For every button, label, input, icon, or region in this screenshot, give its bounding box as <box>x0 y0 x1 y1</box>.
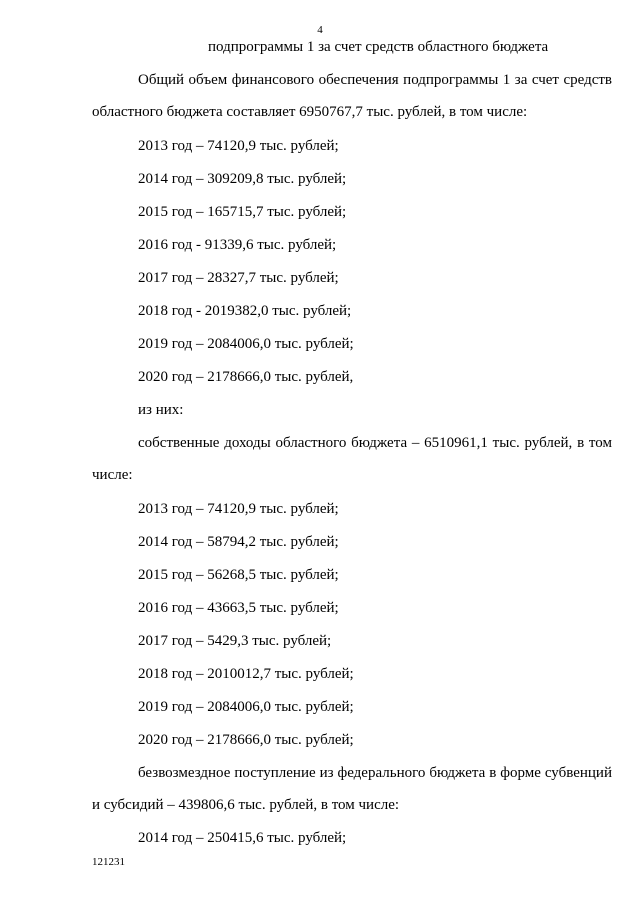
own-revenues-line-2: числе: <box>92 467 133 483</box>
total-financing-line-1: Общий объем финансового обеспечения подпрограммы 1 за счет средств <box>138 72 612 88</box>
own-revenues-line-1: собственные доходы областного бюджета – 6510961,1 тыс. рублей, в том <box>138 435 612 451</box>
total-year-2013: 2013 год – 74120,9 тыс. рублей; <box>138 138 339 154</box>
own-year-2013: 2013 год – 74120,9 тыс. рублей; <box>138 501 339 517</box>
total-year-2016: 2016 год - 91339,6 тыс. рублей; <box>138 237 337 253</box>
total-year-2014: 2014 год – 309209,8 тыс. рублей; <box>138 171 347 187</box>
total-year-2017: 2017 год – 28327,7 тыс. рублей; <box>138 270 339 286</box>
own-year-2018: 2018 год – 2010012,7 тыс. рублей; <box>138 666 354 682</box>
own-year-2016: 2016 год – 43663,5 тыс. рублей; <box>138 600 339 616</box>
own-year-2019: 2019 год – 2084006,0 тыс. рублей; <box>138 699 354 715</box>
total-financing-line-2: областного бюджета составляет 6950767,7 тыс. рублей, в том числе: <box>92 104 528 120</box>
total-year-2019: 2019 год – 2084006,0 тыс. рублей; <box>138 336 354 352</box>
page-number: 4 <box>317 24 323 36</box>
federal-transfers-line-2: и субсидий – 439806,6 тыс. рублей, в том числе: <box>92 797 400 813</box>
total-year-2020: 2020 год – 2178666,0 тыс. рублей, <box>138 369 354 385</box>
federal-year-2014: 2014 год – 250415,6 тыс. рублей; <box>138 830 347 846</box>
own-year-2017: 2017 год – 5429,3 тыс. рублей; <box>138 633 332 649</box>
own-year-2015: 2015 год – 56268,5 тыс. рублей; <box>138 567 339 583</box>
total-year-2015: 2015 год – 165715,7 тыс. рублей; <box>138 204 347 220</box>
document-code: 121231 <box>92 856 125 868</box>
own-year-2020: 2020 год – 2178666,0 тыс. рублей; <box>138 732 354 748</box>
of-them-label: из них: <box>138 402 184 418</box>
heading-continuation: подпрограммы 1 за счет средств областного бюджета <box>208 39 549 55</box>
total-year-2018: 2018 год - 2019382,0 тыс. рублей; <box>138 303 352 319</box>
own-year-2014: 2014 год – 58794,2 тыс. рублей; <box>138 534 339 550</box>
federal-transfers-line-1: безвозмездное поступление из федерального бюджета в форме субвенций <box>138 765 612 781</box>
